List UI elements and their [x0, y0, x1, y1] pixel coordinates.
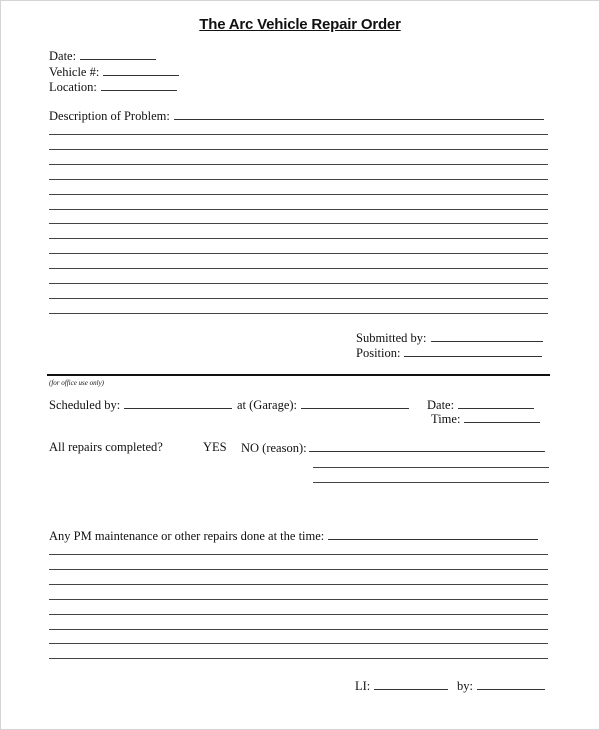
li-label: LI: — [355, 679, 371, 693]
office-date-label: Date: — [427, 398, 455, 412]
pm-maintenance-line[interactable] — [49, 643, 548, 644]
description-line[interactable] — [49, 149, 548, 150]
pm-maintenance-line[interactable] — [49, 584, 548, 585]
office-time-blank[interactable] — [464, 411, 540, 423]
description-line[interactable] — [49, 134, 548, 135]
garage-field — [237, 397, 409, 412]
vehicle-label: Vehicle #: — [49, 65, 100, 79]
submitted-by-label: Submitted by: — [356, 331, 427, 345]
repairs-completed-label: All repairs completed? — [49, 440, 163, 454]
pm-maintenance-line[interactable] — [49, 629, 548, 630]
description-line[interactable] — [49, 209, 548, 210]
scheduled-by-label: Scheduled by: — [49, 398, 121, 412]
no-reason-label[interactable]: NO (reason): — [241, 441, 307, 455]
vehicle-field — [49, 64, 179, 79]
office-time-label: Time: — [431, 412, 461, 426]
description-line[interactable] — [49, 164, 548, 165]
office-date-field — [427, 397, 534, 412]
office-divider — [47, 374, 550, 376]
submitted-by-blank[interactable] — [431, 330, 543, 342]
no-reason-field — [241, 440, 545, 455]
no-reason-blank[interactable] — [309, 440, 545, 452]
description-line[interactable] — [49, 194, 548, 195]
position-label: Position: — [356, 346, 401, 360]
li-field — [355, 678, 448, 693]
office-date-blank[interactable] — [458, 397, 534, 409]
date-label: Date: — [49, 49, 77, 63]
pm-maintenance-line[interactable] — [49, 658, 548, 659]
reason-line[interactable] — [313, 482, 549, 483]
description-field — [49, 108, 544, 123]
vehicle-blank[interactable] — [103, 64, 179, 76]
description-line[interactable] — [49, 268, 548, 269]
position-blank[interactable] — [404, 345, 542, 357]
location-label: Location: — [49, 80, 97, 94]
description-line[interactable] — [49, 283, 548, 284]
yes-option[interactable]: YES — [203, 440, 227, 454]
date-field — [49, 48, 156, 63]
pm-maintenance-line[interactable] — [49, 569, 548, 570]
pm-maintenance-line[interactable] — [49, 599, 548, 600]
description-line[interactable] — [49, 313, 548, 314]
description-label: Description of Problem: — [49, 109, 170, 123]
description-line[interactable] — [49, 223, 548, 224]
location-field — [49, 79, 177, 94]
description-blank[interactable] — [174, 108, 544, 120]
document-title: The Arc Vehicle Repair Order — [199, 16, 401, 33]
location-blank[interactable] — [101, 79, 177, 91]
position-field — [356, 345, 542, 360]
garage-blank[interactable] — [301, 397, 409, 409]
li-blank[interactable] — [374, 678, 448, 690]
office-time-field — [431, 411, 540, 426]
submitted-by-field — [356, 330, 543, 345]
pm-maintenance-line[interactable] — [49, 614, 548, 615]
pm-maintenance-blank[interactable] — [328, 528, 538, 540]
pm-maintenance-label: Any PM maintenance or other repairs done at the time: — [49, 529, 325, 543]
garage-label: at (Garage): — [237, 398, 298, 412]
date-blank[interactable] — [80, 48, 156, 60]
reason-line[interactable] — [313, 467, 549, 468]
scheduled-by-field — [49, 397, 232, 412]
description-line[interactable] — [49, 298, 548, 299]
description-line[interactable] — [49, 238, 548, 239]
by-label: by: — [457, 679, 473, 693]
by-field — [457, 678, 545, 693]
description-line[interactable] — [49, 179, 548, 180]
by-blank[interactable] — [477, 678, 545, 690]
office-use-note: (for office use only) — [49, 379, 105, 387]
pm-maintenance-field — [49, 528, 538, 543]
scheduled-by-blank[interactable] — [124, 397, 232, 409]
pm-maintenance-line[interactable] — [49, 554, 548, 555]
description-line[interactable] — [49, 253, 548, 254]
